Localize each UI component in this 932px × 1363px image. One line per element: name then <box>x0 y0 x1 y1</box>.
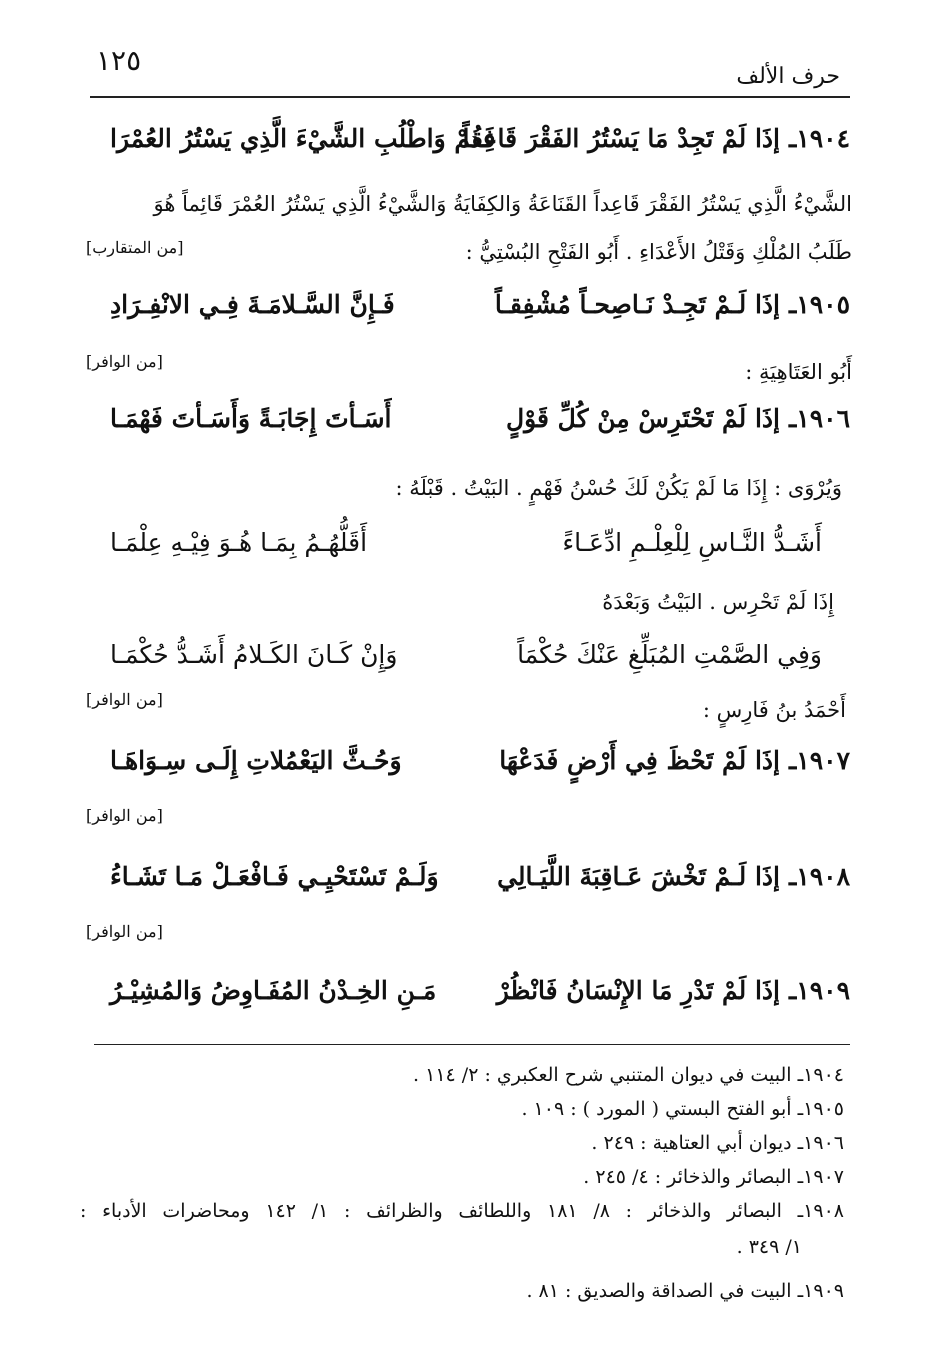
second-hemistich: فَـإِنَّ السَّـلامَـةَ فِـي الانْفِـرَادِ <box>110 290 395 319</box>
commentary-line: وَيُرْوَى : إِذَا مَا لَمْ يَكُنْ لَكَ حُسْنُ فَهْمٍ . البَيْتُ . قَبْلَهُ : <box>395 476 842 500</box>
first-hemistich: إذَا لَمْ تَجِدْ مَا يَسْتُرُ الفَقْرَ قَاعِداً <box>462 124 780 153</box>
verse-number: ١٩٠٨ـ <box>788 862 850 891</box>
first-hemistich: إذَا لَـمْ تَخْشَ عَـاقِبَةَ اللَّيَـالِي <box>497 862 780 891</box>
verse-1908 <box>90 862 850 902</box>
second-hemistich: أَسَـأتَ إِجَابَـةً وَأَسَـأتَ فَهْمَـا <box>110 404 392 433</box>
header-rule <box>90 96 850 98</box>
verse-number: ١٩٠٩ـ <box>788 976 850 1005</box>
verse-1904 <box>90 124 850 164</box>
meter-label: [من الوافر] <box>86 806 163 825</box>
verse-1907 <box>90 746 850 786</box>
poet-attribution: أَحْمَدُ بنُ فَارِسٍ : <box>702 698 846 722</box>
verse-number: ١٩٠٦ـ <box>788 404 850 433</box>
second-hemistich: وَإِنْ كَـانَ الكَـلامُ أَشَـدُّ حُكْمَـا <box>110 640 398 669</box>
meter-label: [من الوافر] <box>86 922 163 941</box>
first-hemistich: أَشَـدُّ النَّـاسِ لِلْعِلْـمِ ادِّعَـاءً <box>562 528 822 557</box>
verse-number: ١٩٠٧ـ <box>788 746 850 775</box>
first-hemistich: وَفِي الصَّمْتِ المُبَلِّغِ عَنْكَ حُكْمَاً <box>517 640 822 669</box>
first-hemistich: إذَا لَـمْ تَجِـدْ نَـاصِحـاً مُشْفِقـاً <box>494 290 780 319</box>
meter-label: [من الوافر] <box>86 352 163 371</box>
first-hemistich: إذَا لَمْ تَدْرِ مَا الإِنْسَانُ فَانْظُرْ <box>496 976 780 1005</box>
verse-1909 <box>90 976 850 1016</box>
footnote-1908: ١٩٠٨ـ البصائر والذخائر : ٨/ ١٨١ واللطائف والظرائف : ١/ ١٤٢ ومحاضرات الأدباء : <box>80 1200 844 1222</box>
verse-number: ١٩٠٤ـ <box>788 124 850 153</box>
second-hemistich: مَـنِ الخِـدْنُ المُفَـاوِضُ وَالمُشِيْـرُ <box>110 976 437 1005</box>
first-hemistich: إذَا لَمْ تَحْظَ فِي أَرْضٍ فَدَعْهَا <box>499 746 780 775</box>
commentary-line: طَلَبُ المُلْكِ وَقَتْلُ الأَعْدَاءِ . أَبُو الفَتْحِ البُسْتِيُّ : <box>465 240 852 264</box>
chapter-title: حرف الألف <box>736 64 840 89</box>
verse-number: ١٩٠٥ـ <box>788 290 850 319</box>
footnote-1906: ١٩٠٦ـ ديوان أبي العتاهية : ٢٤٩ . <box>591 1132 844 1154</box>
verse-1905 <box>90 290 850 330</box>
poet-attribution: أَبُو العَتَاهِيَةِ : <box>745 360 852 384</box>
verse-1906 <box>90 404 850 444</box>
meter-label: [من الوافر] <box>86 690 163 709</box>
first-hemistich: إذَا لَمْ تَحْتَرِسْ مِنْ كُلِّ قَوْلٍ <box>505 404 780 433</box>
footnote-1904: ١٩٠٤ـ البيت في ديوان المتنبي شرح العكبري : ٢/ ١١٤ . <box>413 1064 844 1086</box>
meter-label: [من المتقارب] <box>86 238 184 257</box>
footnote-rule <box>94 1044 850 1045</box>
cited-verse-before <box>90 528 850 568</box>
footnote-1907: ١٩٠٧ـ البصائر والذخائر : ٤/ ٢٤٥ . <box>583 1166 844 1188</box>
commentary-line: إِذَا لَمْ تَحْرِس . البَيْتُ وَبَعْدَهُ <box>602 590 834 614</box>
footnote-1908-continuation: ١/ ٣٤٩ . <box>736 1236 802 1258</box>
second-hemistich: وَلَـمْ تَسْتَحْيِـي فَـافْعَـلْ مَـا تَشَـاءُ <box>110 862 439 891</box>
second-hemistich: وَحُـثَّ اليَعْمُلاتِ إِلَـى سِـوَاهَـا <box>110 746 402 775</box>
footnote-1905: ١٩٠٥ـ أبو الفتح البستي ( المورد ) : ١٠٩ . <box>521 1098 844 1120</box>
second-hemistich: أَقَلُّهُـمُ بِمَـا هُـوَ فِيْـهِ عِلْمَـا <box>110 528 368 557</box>
page-number: ١٢٥ <box>96 44 142 77</box>
footnote-1909: ١٩٠٩ـ البيت في الصداقة والصديق : ٨١ . <box>526 1280 844 1302</box>
commentary-line: الشَّيْءُ الَّذِي يَسْتُرُ الفَقْرَ قَاعِداً القَنَاعَةُ وَالكِفَايَةُ وَالشَّيْءُ الَّذِي يَسْتُرُ العُمْرَ قَائِماً هُوَ <box>153 192 852 216</box>
cited-verse-after <box>90 640 850 680</box>
second-hemistich: فَقُمْ وَاطْلُبِ الشَّيْءَ الَّذِي يَسْتُرُ العُمْرَا <box>110 124 496 153</box>
